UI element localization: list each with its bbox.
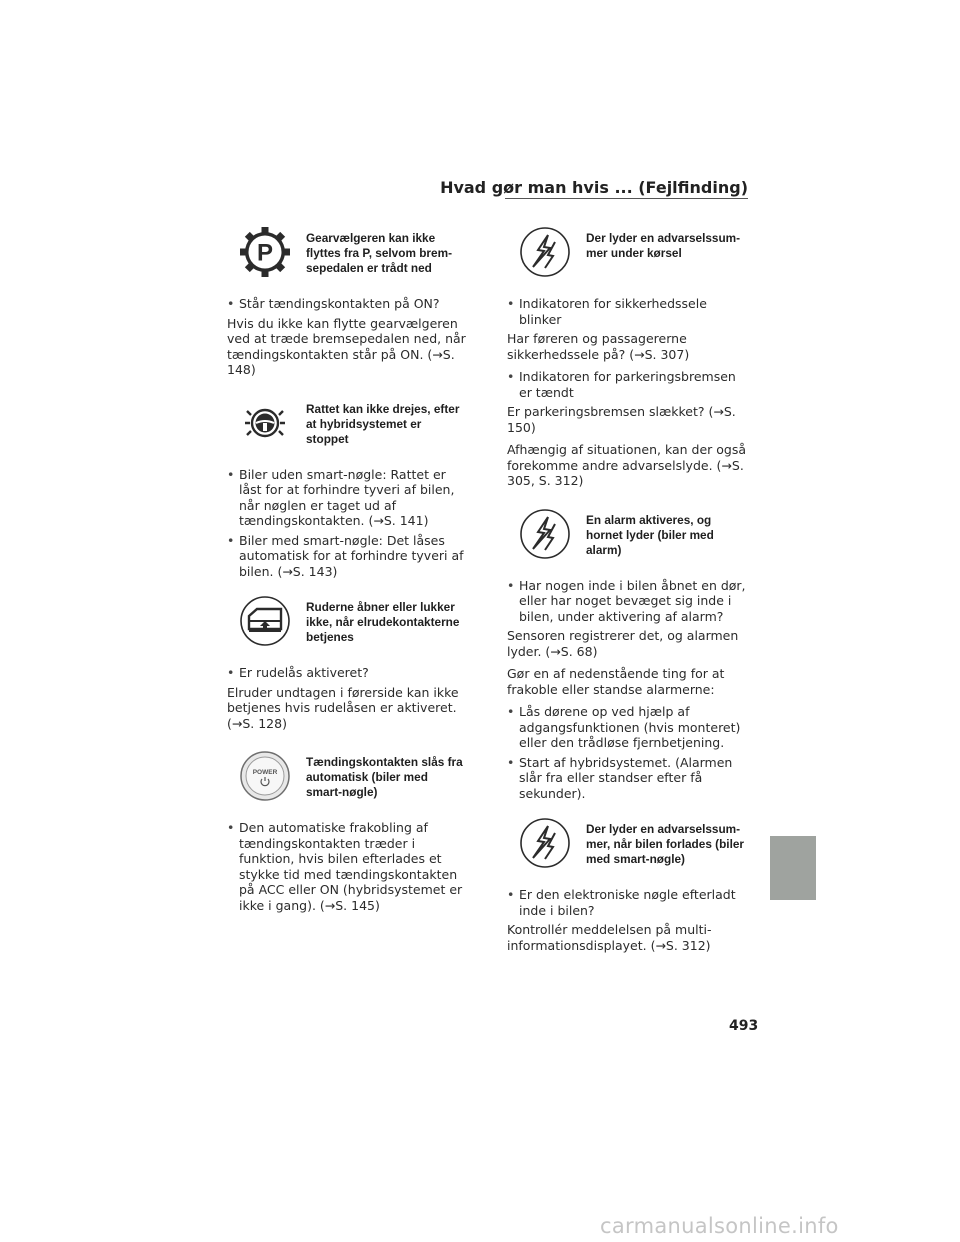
list-item: • Har nogen inde i bilen åbnet en dør, eller har noget bevæget sig inde i bilen, under aktivering af alarm? (507, 578, 747, 625)
section-heading (507, 504, 747, 564)
alarm-sound-icon (515, 504, 575, 564)
section-heading (227, 591, 467, 651)
paragraph: Er parkeringsbremsen slækket? (→S. 150) (507, 404, 736, 435)
section-heading (507, 222, 747, 282)
list-item: • Indikatoren for sikkerhedssele blinker (507, 296, 747, 327)
paragraph: Afhængig af situationen, kan der også forekomme andre advarselslyde. (→S. 305, S. 312) (507, 442, 747, 488)
section-title: Der lyder en advarselssummer, når bilen forlades (biler med smart-nøgle) (586, 822, 744, 866)
power-label: POWER (252, 769, 278, 776)
left-column (227, 222, 467, 917)
list-item: • Den automatiske frakobling af tændingskontakten træder i funktion, hvis bilen efterlades et stykke tid med tændingskontakten på ACC eller ON (hybridsystemet er ikke i gang). (→S. 145) (227, 820, 467, 913)
list-item: • Indikatoren for parkeringsbremsen er tændt (507, 369, 747, 400)
right-column (507, 222, 747, 960)
list-item: • Lås dørene op ved hjælp af adgangsfunktionen (hvis monteret) eller den trådløse fjernbetjening. (507, 704, 747, 751)
list-item: • Biler med smart-nøgle: Det låses automatisk for at forhindre tyveri af bilen. (→S. 143) (227, 533, 467, 580)
section-title: Rattet kan ikke drejes, efter at hybridsystemet er stoppet (306, 401, 460, 446)
paragraph: Hvis du ikke kan flytte gearvælgeren ved at træde bremsepedalen ned, når tændingskontakten står på ON. (→S. 148) (227, 315, 466, 377)
paragraph: Sensoren registrerer det, og alarmen lyder. (→S. 68) (507, 628, 739, 659)
page-number: 493 (729, 1018, 759, 1034)
list-item: • Står tændingskontakten på ON? (227, 296, 467, 312)
park-gear-icon (235, 222, 295, 282)
section-heading (507, 813, 747, 873)
list-item: • Er rudelås aktiveret? (227, 665, 467, 681)
window-icon (235, 591, 295, 651)
watermark: carmanualsonline.info (600, 1214, 839, 1238)
warning-sound-leaving-icon (515, 813, 575, 873)
steering-lock-icon (235, 393, 295, 453)
power-button-icon (235, 746, 295, 806)
paragraph: Kontrollér meddelelsen på multi-informationsdisplayet. (→S. 312) (507, 922, 712, 953)
warning-sound-icon (515, 222, 575, 282)
section-title: Der lyder en advarselssummer under kørsel (586, 231, 741, 260)
list-item: • Start af hybridsystemet. (Alarmen slår fra eller standser efter få sekunder). (507, 755, 747, 802)
section-heading (227, 393, 467, 453)
paragraph: Elruder undtagen i førerside kan ikke betjenes hvis rudelåsen er aktiveret. (→S. 128) (227, 684, 459, 731)
section-title: Gearvælgeren kan ikke flyttes fra P, selvom bremsepedalen er trådt ned (306, 231, 453, 275)
section-heading (227, 746, 467, 806)
section-title: En alarm aktiveres, og hornet lyder (biler med alarm) (586, 512, 714, 557)
section-title: Tændingskontakten slås fra automatisk (biler med smart-nøgle) (306, 755, 463, 799)
chapter-tab (770, 836, 816, 900)
list-item: • Biler uden smart-nøgle: Rattet er låst for at forhindre tyveri af bilen, når nøglen er taget ud af tændingskontakten. (→S. 141) (227, 467, 467, 529)
paragraph: Har føreren og passagererne sikkerhedssele på? (→S. 307) (507, 331, 690, 362)
header-rule (505, 198, 748, 199)
list-item: • Er den elektroniske nøgle efterladt inde i bilen? (507, 887, 747, 918)
svg-text:P: P (256, 239, 274, 267)
section-heading (227, 222, 467, 282)
page-header-title: Hvad gør man hvis ... (Fejlfinding) (440, 178, 748, 197)
section-title: Ruderne åbner eller lukker ikke, når elrudekontakterne betjenes (306, 600, 460, 644)
paragraph: Gør en af nedenstående ting for at frakoble eller standse alarmerne: (507, 666, 725, 697)
